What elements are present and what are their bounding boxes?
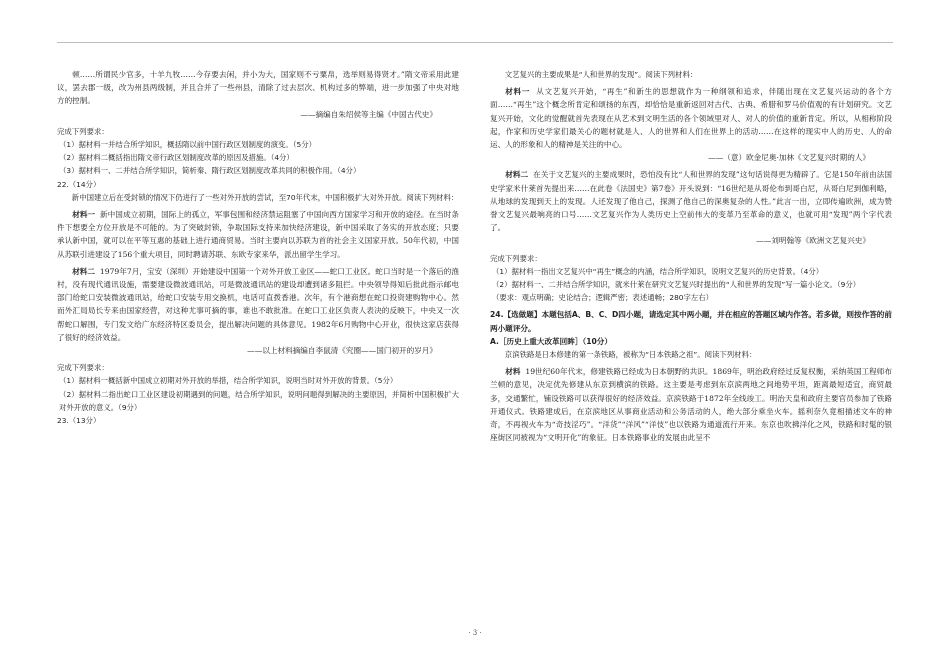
material-two-text: 1979年7月，宝安（深圳）开始建设中国第一个对外开放工业区——蛇口工业区。蛇口当时是一个落后的渔村，没有现代通讯设施，需要建设微波通讯站，可是微波通讯站的建设却遭到诸多阻拦。中央领导得知后批此指示邮电部门给蛇口安装微波通讯站，给蛇口安装专用交换机，电话可直拨香港。次年，有个港商想在蛇口投资建购物中心。然而外汇局局长专来由国家经营，对这种尤事可摘的事，谁也不敢批准。在蛇口工业区负责人表决的反映下，中央又一次帮蛇口解围，专门发文给广东经济特区委员会，提出解决问题的具体意见。1982年6月购物中心开业，很快这家店获得了很好的经济效益。 xyxy=(57,266,460,342)
question-21-1: （1）据材料一并结合所学知识，概括隋以前中国行政区划制度的演变。（5分） xyxy=(59,140,316,150)
header-rule xyxy=(57,42,893,43)
material-two xyxy=(490,168,892,234)
section-a-intro: 京滨铁路是日本修建的第一条铁路，被称为“日本铁路之祖”。阅读下列材料： xyxy=(504,350,757,360)
material-source: ——（意）欧金尼奥·加林《文艺复兴时期的人》 xyxy=(708,153,870,163)
material-two-label: 材料二 xyxy=(72,266,96,276)
material-source: ——摘编自朱绍侯等主编《中国古代史》 xyxy=(300,109,437,119)
material-two xyxy=(57,265,459,344)
section-a-material-text: 19世纪60年代末，修建铁路已经成为日本朝野的共识。1869年，明治政府经过反复权衡，采纳英国工程师布兰顿的意见，决定优先修建从东京到横滨的铁路。这主要是考虑到东京滨两地之间地势平坦，距离最短适宜，商贸最多，交通繁忙，铺设铁路可以获得很好的经济效益。京滨铁路于1872年全线竣工。明治天皇和政府主要官员参加了铁路开通仪式。铁路建成后，在京滨地区从事商业活动和公务活动的人，绝大部分乘坐火车。摇利奈久竟相描述文车的神奇，不再视火车为“奇技淫巧”。“洋货”“洋风”“洋伎”也以铁路为通道流行开来。东京也吹拂洋化之风，铁路和时髦的银座街区同被视为“文明开化”的象征。日本铁路事业的发展由此呈不 xyxy=(490,367,893,443)
question-23-1: （1）据材料一指出文艺复兴中“再生”概念的内涵，结合所学知识，说明文艺复兴的历史背景。（4分） xyxy=(492,266,824,276)
question-23-2: （2）据材料一、二并结合所学知识，就米什莱在研究文艺复兴时提出的“人和世界的发现”写一篇小论文。（9分） xyxy=(492,280,861,290)
question-23-2-note: （要求：观点明确；史论结合；逻辑严密；表述通畅；280字左右） xyxy=(492,293,714,303)
material-source: ——以上材料摘编自李鼠清《究圈——国门初开的岁月》 xyxy=(247,346,437,356)
question-24-heading: 24.【选做题】本题包括A、B、C、D四小题，请选定其中两小题，并在相应的答题区域内作答。若多做，则按作答的前两小题评分。 xyxy=(490,310,892,333)
section-a-material-label: 材料 xyxy=(505,367,521,377)
question-23-number: 23.（13分） xyxy=(57,416,101,426)
requirements-label: 完成下列要求： xyxy=(490,253,542,263)
material-one-label: 材料一 xyxy=(505,87,530,97)
page-number: · 3 · xyxy=(468,629,482,637)
question-23-intro: 文艺复兴的主要成果是“人和世界的发现”。阅读下列材料： xyxy=(504,70,698,79)
material-one xyxy=(490,85,892,151)
section-a-material xyxy=(490,365,892,444)
question-22-number: 22.（14分） xyxy=(57,179,101,189)
material-one-label: 材料一 xyxy=(72,210,96,220)
section-a-heading: A.［历史上重大改革回眸］（10分） xyxy=(490,336,612,346)
material-paragraph: 顿……所谓民少官多，十羊九牧……今存要去闲，并小为大，国家则不亏粟帛，选举则易得贤才。”隋文帝采用此建议，罢去郡一级，改为州县两级制，并且合并了一些州县，清除了过去层次、机构过多的弊端，进一步加强了中央对地方的控制。 xyxy=(57,70,459,106)
material-source: ——刘明翰等《欧洲文艺复兴史》 xyxy=(756,236,870,246)
material-two-label: 材料二 xyxy=(505,170,529,180)
material-one xyxy=(57,208,459,261)
question-22-2: （2）据材料二指出蛇口工业区建设初期遇到的问题，结合所学知识，说明问题得到解决的主要原因，并简析中国积极扩大对外开放的意义。（9分） xyxy=(59,389,459,412)
question-21-2: （2）据材料二概括指出隋文帝行政区划制度改革的原因及措施。（4分） xyxy=(59,153,294,163)
material-one-text: 新中国成立初期，国际上的孤立，军事包围和经济禁运阻塞了中国向西方国家学习和开放的途径。在当时条件下想要全方位开放是不可能的。为了突破封锁，争取国际支持来加快经济建设，新中国采取了务实的开放态度；只要承认新中国，就可以在平等互惠的基础上进行通商贸易。当时主要向以苏联为首的社会主义国家开放。50年代初，中国从苏联引进建设了156个重大项目，同时聘请苏联、东欧专家来华，派出留学生学习。 xyxy=(57,210,460,259)
requirements-label: 完成下列要求： xyxy=(57,126,109,136)
material-one-text: 从文艺复兴开始，“再生”和新生的思想就作为一种纲领和追求，伴随出现在文艺复兴运动的各个方面……“再生”这个概念所肯定和颂扬的东西，却恰恰是重新返回对古代、古典、希腊和罗马价值观的有计划研究。文艺复兴开始，文化的觉醒就首先表现在从艺术到文明生活的各个领域里对人、对人的价值的重新肯定。所以，从相称阶段起，作家和历史学家们最关心的题材就是人、人的世界和人们在世界上的活动……在这样的现实中人的历史、人的命运、人的形象和人的精神是关注的中心。 xyxy=(490,87,892,150)
requirements-label: 完成下列要求： xyxy=(57,363,109,373)
question-22-1: （1）据材料一概括新中国成立初期对外开放的举措，结合所学知识，说明当时对外开放的背景。（5分） xyxy=(59,376,398,386)
material-two-text: 在关于文艺复兴的主要成果时，恐怕没有比“人和世界的发现”这句话说得更为精辟了。它是150年前由法国史学家米什莱首先提出来……在此卷《法国史》第7卷》开头说到：“16世纪是从哥伦布到哥白尼，从哥白尼到伽利略，从地球的发现到天上的发现。人还发现了他自己，探测了他自己的深奥复杂的人性。”此言一出，立即传遍欧洲，成为赞誉文艺复兴最响亮的口号……文艺复兴作为人类历史上空前伟大的变革乃至革命的意义，也就可用“发现”两个字代表了。 xyxy=(490,170,893,233)
question-21-3: （3）据材料一、二并结合所学知识，简析秦、隋行政区划制度改革共同的积极作用。（4分） xyxy=(59,166,361,176)
right-column xyxy=(490,68,892,444)
left-column xyxy=(57,68,459,427)
question-22-intro: 新中国建立后在受封锁的情况下仍进行了一些对外开放的尝试，至70年代末，中国积极扩大对外开放。阅读下列材料： xyxy=(71,192,459,202)
